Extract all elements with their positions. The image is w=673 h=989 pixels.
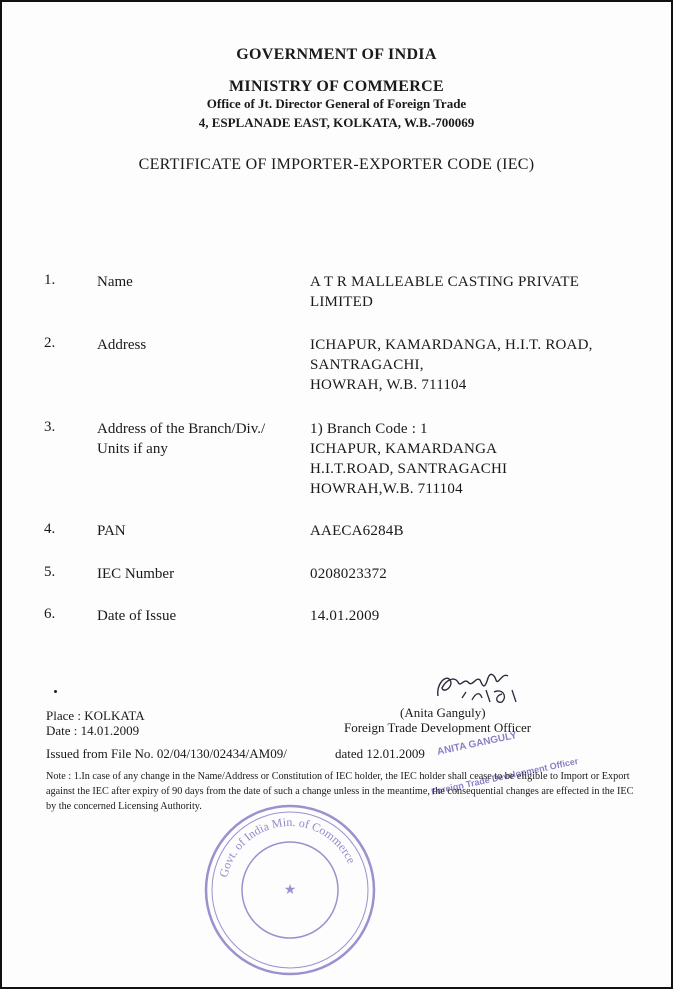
header-address: 4, ESPLANADE EAST, KOLKATA, W.B.-700069 <box>198 115 475 130</box>
officer-title: Foreign Trade Development Officer <box>344 720 532 735</box>
value-line: HOWRAH, W.B. 711104 <box>310 377 467 393</box>
value-line: 14.01.2009 <box>310 608 380 624</box>
item-label-pan <box>97 521 126 541</box>
ink-dot <box>54 690 57 693</box>
item-number: 6. <box>44 606 56 622</box>
place: Place : KOLKATA <box>46 708 145 723</box>
label-line: PAN <box>97 523 126 539</box>
label-line: IEC Number <box>97 566 175 582</box>
header-government: GOVERNMENT OF INDIA <box>236 46 437 63</box>
item-label-address <box>97 335 146 355</box>
value-line: AAECA6284B <box>310 523 404 539</box>
value-line: LIMITED <box>310 294 374 310</box>
note: Note : 1.In case of any change in the Name/Address or Constitution of IEC holder, the IEC holder shall cease to be eligible to Import or Export against the IEC after expiry of 90 days from the date of such a change unless in the meantime, the consequential changes are effected in the IEC by the concerned Licensing Authority. <box>46 771 634 812</box>
dated: dated 12.01.2009 <box>335 746 425 761</box>
item-number: 5. <box>44 564 56 580</box>
value-line: HOWRAH,W.B. 711104 <box>310 481 463 497</box>
item-number: 1. <box>44 272 56 288</box>
item-number: 4. <box>44 521 56 537</box>
stamp-name: ANITA GANGULY <box>436 730 518 758</box>
item-value-pan <box>310 521 404 541</box>
item-number: 3. <box>44 419 56 435</box>
stamp-title: Foreign Trade Development Officer <box>430 755 580 797</box>
value-line: A T R MALLEABLE CASTING PRIVATE <box>310 274 580 290</box>
item-label-branch <box>97 419 265 459</box>
label-line: Name <box>97 274 133 290</box>
officer-name: (Anita Ganguly) <box>400 705 486 720</box>
certificate-title: CERTIFICATE OF IMPORTER-EXPORTER CODE (IEC) <box>138 156 535 173</box>
value-line: ICHAPUR, KAMARDANGA <box>310 441 498 457</box>
date: Date : 14.01.2009 <box>46 723 140 738</box>
label-line: Date of Issue <box>97 608 177 624</box>
value-line: SANTRAGACHI, <box>310 357 424 373</box>
signature-icon <box>432 666 544 708</box>
header-office: Office of Jt. Director General of Foreign Trade <box>206 96 467 111</box>
item-value-name <box>310 272 579 312</box>
value-line: 0208023372 <box>310 566 387 582</box>
label-line: Address of the Branch/Div./ <box>97 421 266 437</box>
svg-text:★: ★ <box>283 882 297 898</box>
issued-from: Issued from File No. 02/04/130/02434/AM09/ <box>46 746 287 761</box>
label-line: Address <box>97 337 147 353</box>
header-ministry: MINISTRY OF COMMERCE <box>229 78 444 95</box>
item-label-iec <box>97 564 174 584</box>
value-line: ICHAPUR, KAMARDANGA, H.I.T. ROAD, <box>310 337 593 353</box>
item-label-date-of-issue <box>97 606 176 626</box>
item-number: 2. <box>44 335 56 351</box>
item-label-name <box>97 272 133 292</box>
value-line: 1) Branch Code : 1 <box>310 421 428 437</box>
item-value-iec <box>310 564 387 584</box>
round-seal <box>202 802 378 978</box>
item-value-branch <box>310 419 507 499</box>
item-value-address <box>310 335 593 395</box>
label-line: Units if any <box>97 441 168 457</box>
seal-text: Govt. of India Min. of Commerce <box>216 814 359 879</box>
value-line: H.I.T.ROAD, SANTRAGACHI <box>310 461 508 477</box>
item-value-date-of-issue <box>310 606 380 626</box>
